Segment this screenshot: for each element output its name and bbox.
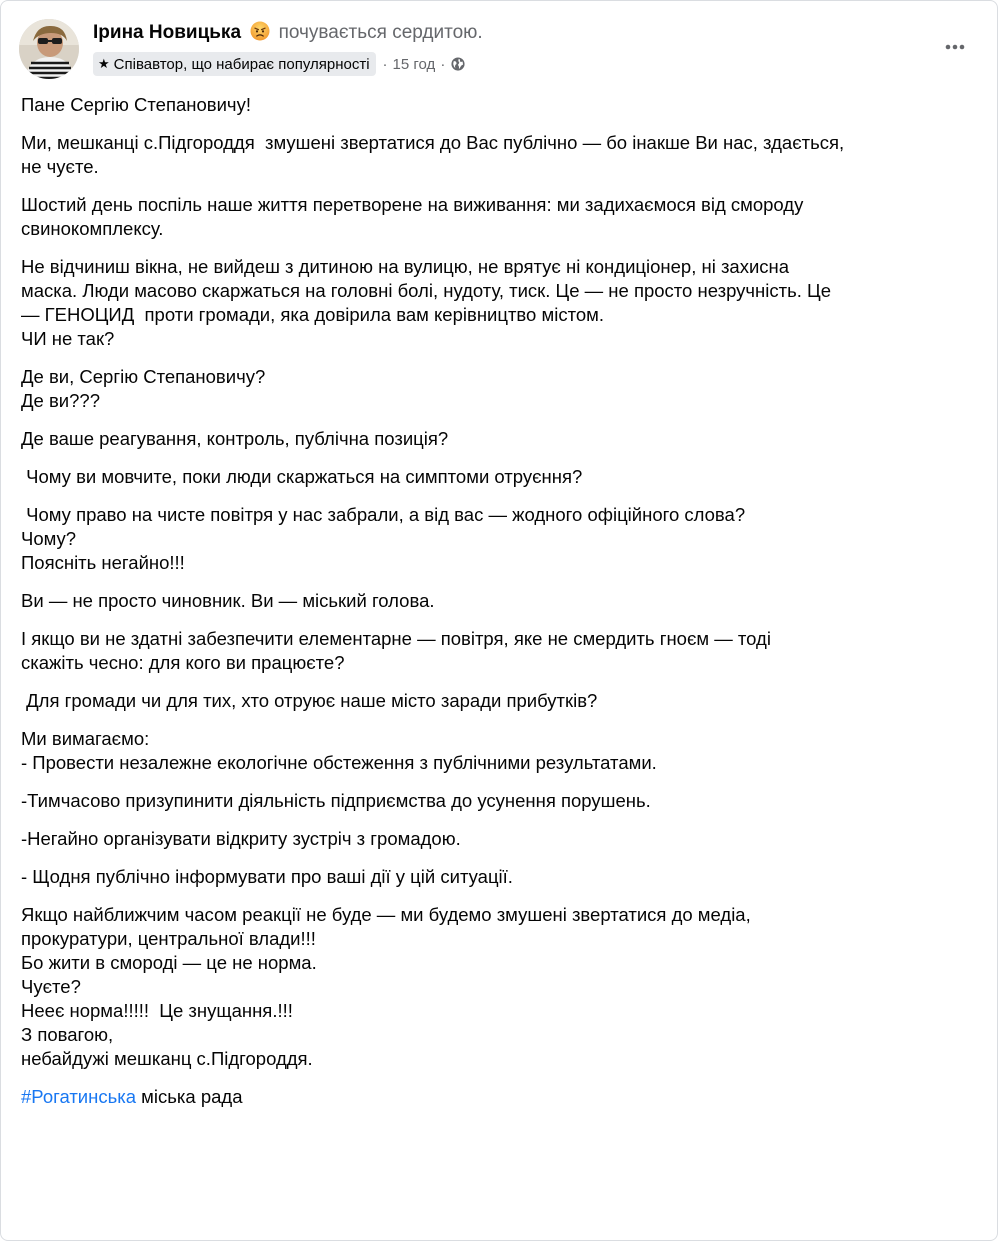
author-line <box>93 21 483 45</box>
author-name[interactable]: Ірина Новицька <box>93 22 242 43</box>
post-paragraph <box>21 131 981 179</box>
post-meta <box>93 51 465 77</box>
post-text-line: скажіть чесно: для кого ви працюєте? <box>21 652 345 673</box>
meta-separator-2: · <box>440 55 446 73</box>
post-paragraph <box>21 727 981 775</box>
post-text-line: Де ви??? <box>21 390 100 411</box>
angry-face-icon <box>250 21 270 41</box>
hashtag-suffix: міська рада <box>136 1086 243 1107</box>
badge-label: Співавтор, що набирає популярності <box>113 55 370 73</box>
post-paragraph <box>21 789 981 813</box>
hashtag-link[interactable]: #Рогатинська <box>21 1086 137 1107</box>
post-text-line: не чуєте. <box>21 156 99 177</box>
post-text-line: прокуратури, центральної влади!!! <box>21 928 316 949</box>
post-text-line: З повагою, <box>21 1024 114 1045</box>
post-text-line: -Негайно організувати відкриту зустріч з громадою. <box>21 828 461 849</box>
post-text-line: Де ви, Сергію Степановичу? <box>21 366 266 387</box>
post-text-line: Пане Сергію Степановичу! <box>21 94 251 115</box>
post-paragraph <box>21 93 981 117</box>
post-text-line: — ГЕНОЦИД проти громади, яка довірила вам керівництво містом. <box>21 304 604 325</box>
post-paragraph <box>21 627 981 675</box>
post-paragraph <box>21 903 981 1071</box>
post-text-line: - Провести незалежне екологічне обстеження з публічними результатами. <box>21 752 657 773</box>
post-header <box>19 17 979 79</box>
feeling-text: почувається сердитою. <box>278 22 483 43</box>
post-text-line: Поясніть негайно!!! <box>21 552 185 573</box>
post-text-line: Нееє норма!!!!! Це знущання.!!! <box>21 1000 293 1021</box>
post-text-line: Для громади чи для тих, хто отруює наше місто заради прибутків? <box>21 690 598 711</box>
globe-icon[interactable] <box>451 57 465 71</box>
post-text-line: -Тимчасово призупинити діяльність підприємства до усунення порушень. <box>21 790 651 811</box>
post-paragraph <box>21 865 981 889</box>
avatar-photo <box>19 19 79 79</box>
post-text-line: Ви — не просто чиновник. Ви — міський голова. <box>21 590 435 611</box>
meta-separator: · <box>382 55 388 73</box>
post-text-line: небайдужі мешканц с.Підгороддя. <box>21 1048 313 1069</box>
post-text-line: Бо жити в смороді — це не норма. <box>21 952 317 973</box>
more-horizontal-icon <box>943 35 967 59</box>
post-text-line: Чуєте? <box>21 976 81 997</box>
post-text-line: ЧИ не так? <box>21 328 115 349</box>
post-timestamp[interactable]: 15 год <box>392 55 436 73</box>
post-paragraph <box>21 427 981 451</box>
post-paragraph <box>21 689 981 713</box>
post-paragraph <box>21 365 981 413</box>
post-text-line: Шостий день поспіль наше життя перетворене на виживання: ми задихаємося від смороду <box>21 194 804 215</box>
post-text-line: маска. Люди масово скаржаться на головні болі, нудоту, тиск. Це — не просто незручність. Це <box>21 280 831 301</box>
post-paragraph <box>21 589 981 613</box>
contributor-badge[interactable] <box>93 52 376 76</box>
post-text-line: - Щодня публічно інформувати про ваші дії у цій ситуації. <box>21 866 513 887</box>
post-text-line: Де ваше реагування, контроль, публічна позиція? <box>21 428 449 449</box>
post-text-line: Якщо найближчим часом реакції не буде — ми будемо змушені звертатися до медіа, <box>21 904 751 925</box>
post-hashtag-line <box>21 1085 981 1109</box>
more-options-button[interactable] <box>937 29 973 65</box>
post-paragraph <box>21 255 981 351</box>
post-body <box>21 93 981 1123</box>
post-paragraph <box>21 465 981 489</box>
post-text-line: Чому? <box>21 528 77 549</box>
post-text-line: І якщо ви не здатні забезпечити елементарне — повітря, яке не смердить гноєм — тоді <box>21 628 771 649</box>
post-paragraph <box>21 503 981 575</box>
post-text-line: Чому ви мовчите, поки люди скаржаться на симптоми отруєння? <box>21 466 583 487</box>
star-icon: ★ <box>98 56 110 71</box>
avatar[interactable] <box>19 19 79 79</box>
post-text-line: свинокомплексу. <box>21 218 164 239</box>
post-paragraph <box>21 193 981 241</box>
post-text-line: Чому право на чисте повітря у нас забрали, а від вас — жодного офіційного слова? <box>21 504 746 525</box>
post-paragraph <box>21 827 981 851</box>
post-text-line: Ми, мешканці с.Підгороддя змушені звертатися до Вас публічно — бо інакше Ви нас, здається, <box>21 132 845 153</box>
post-text-line: Ми вимагаємо: <box>21 728 150 749</box>
post-text-line: Не відчиниш вікна, не вийдеш з дитиною на вулицю, не врятує ні кондиціонер, ні захисна <box>21 256 790 277</box>
